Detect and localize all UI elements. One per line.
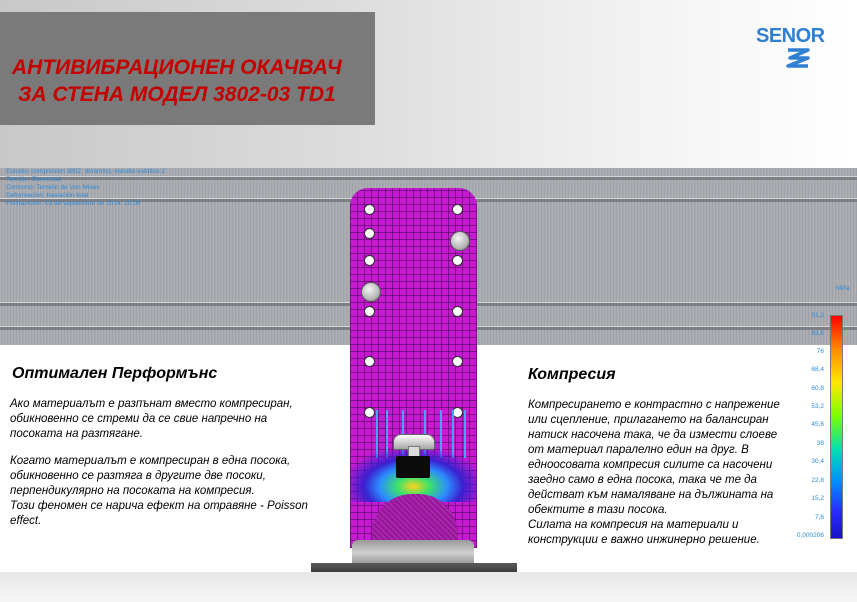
bolt-hole [452, 255, 463, 266]
scale-tick: 22,8 [811, 477, 824, 484]
meta-line: Estudio: compresion 3802, dinamico, estudio estático 2 [6, 168, 165, 175]
bolt-hole [364, 356, 375, 367]
floor-strip [0, 572, 857, 602]
left-paragraph-2: Когато материалът е компресиран в една посока, обикновенно се разтяга в другите две посоки, перпендикулярно на посоката на компресия. [10, 455, 291, 497]
right-text-block [528, 398, 793, 548]
scale-unit: MPa [836, 285, 850, 292]
screw-icon [450, 231, 470, 251]
left-text-block [10, 397, 315, 529]
page-title [12, 54, 372, 108]
bolt-hole [364, 204, 375, 215]
page-title-line1: АНТИВИБРАЦИОНЕН ОКАЧВАЧ [12, 56, 342, 79]
bolt-hole [452, 306, 463, 317]
scale-tick: 45,6 [811, 421, 824, 428]
scale-tick: 91,2 [811, 312, 824, 319]
left-heading: Оптимален Перформънс [12, 365, 218, 382]
scale-tick: 53,2 [811, 403, 824, 410]
scale-tick: 60,8 [811, 385, 824, 392]
meta-line: Deformación: traslación total [6, 192, 89, 199]
left-paragraph-3: Този феномен се нарича ефект на отравяне - Poisson effect. [10, 500, 308, 527]
left-paragraph-1: Ако материалът е разпънат вместо компресиран, обикновенно се стреми да се свие напречно на посоката на разтягане. [10, 398, 293, 440]
meta-line: Contorno: Tensión de Von Mises [6, 184, 100, 191]
bolt-hole [452, 204, 463, 215]
scale-tick: 68,4 [811, 366, 824, 373]
scale-tick: 15,2 [811, 495, 824, 502]
meta-line: Tensión: Elemental [6, 176, 61, 183]
bolt-hole [364, 407, 375, 418]
scale-tick: 0,000206 [796, 532, 824, 539]
bolt-hole [452, 356, 463, 367]
right-heading: Компресия [528, 366, 616, 383]
senor-logo [756, 25, 838, 73]
stress-color-scale [790, 285, 852, 545]
scale-tick: 76 [816, 348, 824, 355]
scale-tick: 30,4 [811, 458, 824, 465]
scale-color-bar [830, 315, 843, 539]
bolt-hole [364, 255, 375, 266]
meta-line: Fecha/Autor: 03 de septiembre de 2014, 10:06 [6, 200, 141, 207]
simulation-metadata [6, 168, 165, 208]
right-paragraph-1: Компресирането е контрастно с напрежение или сцепление, прилагането на балансиран натиск насочена така, че да измести слоеве от материал паралелно един на друг. В едноосовата компресия силите са насочени заедно само в една посока, така че те да действат към намаляване на дължината на обектите в тази посока. [528, 399, 780, 516]
scale-tick: 83,6 [811, 330, 824, 337]
bolt-hole [364, 306, 375, 317]
screw-icon [361, 282, 381, 302]
damper-nut [396, 456, 430, 478]
page-title-line2: ЗА СТЕНА МОДЕЛ 3802-03 TD1 [18, 83, 336, 106]
scale-tick: 7,6 [814, 514, 824, 521]
bolt-hole [364, 228, 375, 239]
logo-spring-icon [786, 47, 810, 69]
right-paragraph-2: Силата на компресия на материали и конструкции е важно инжинерно решение. [528, 519, 760, 546]
scale-tick: 38 [816, 440, 824, 447]
damper-base-foot [311, 563, 517, 572]
logo-text: SENOR [756, 25, 825, 47]
title-box [0, 12, 375, 125]
